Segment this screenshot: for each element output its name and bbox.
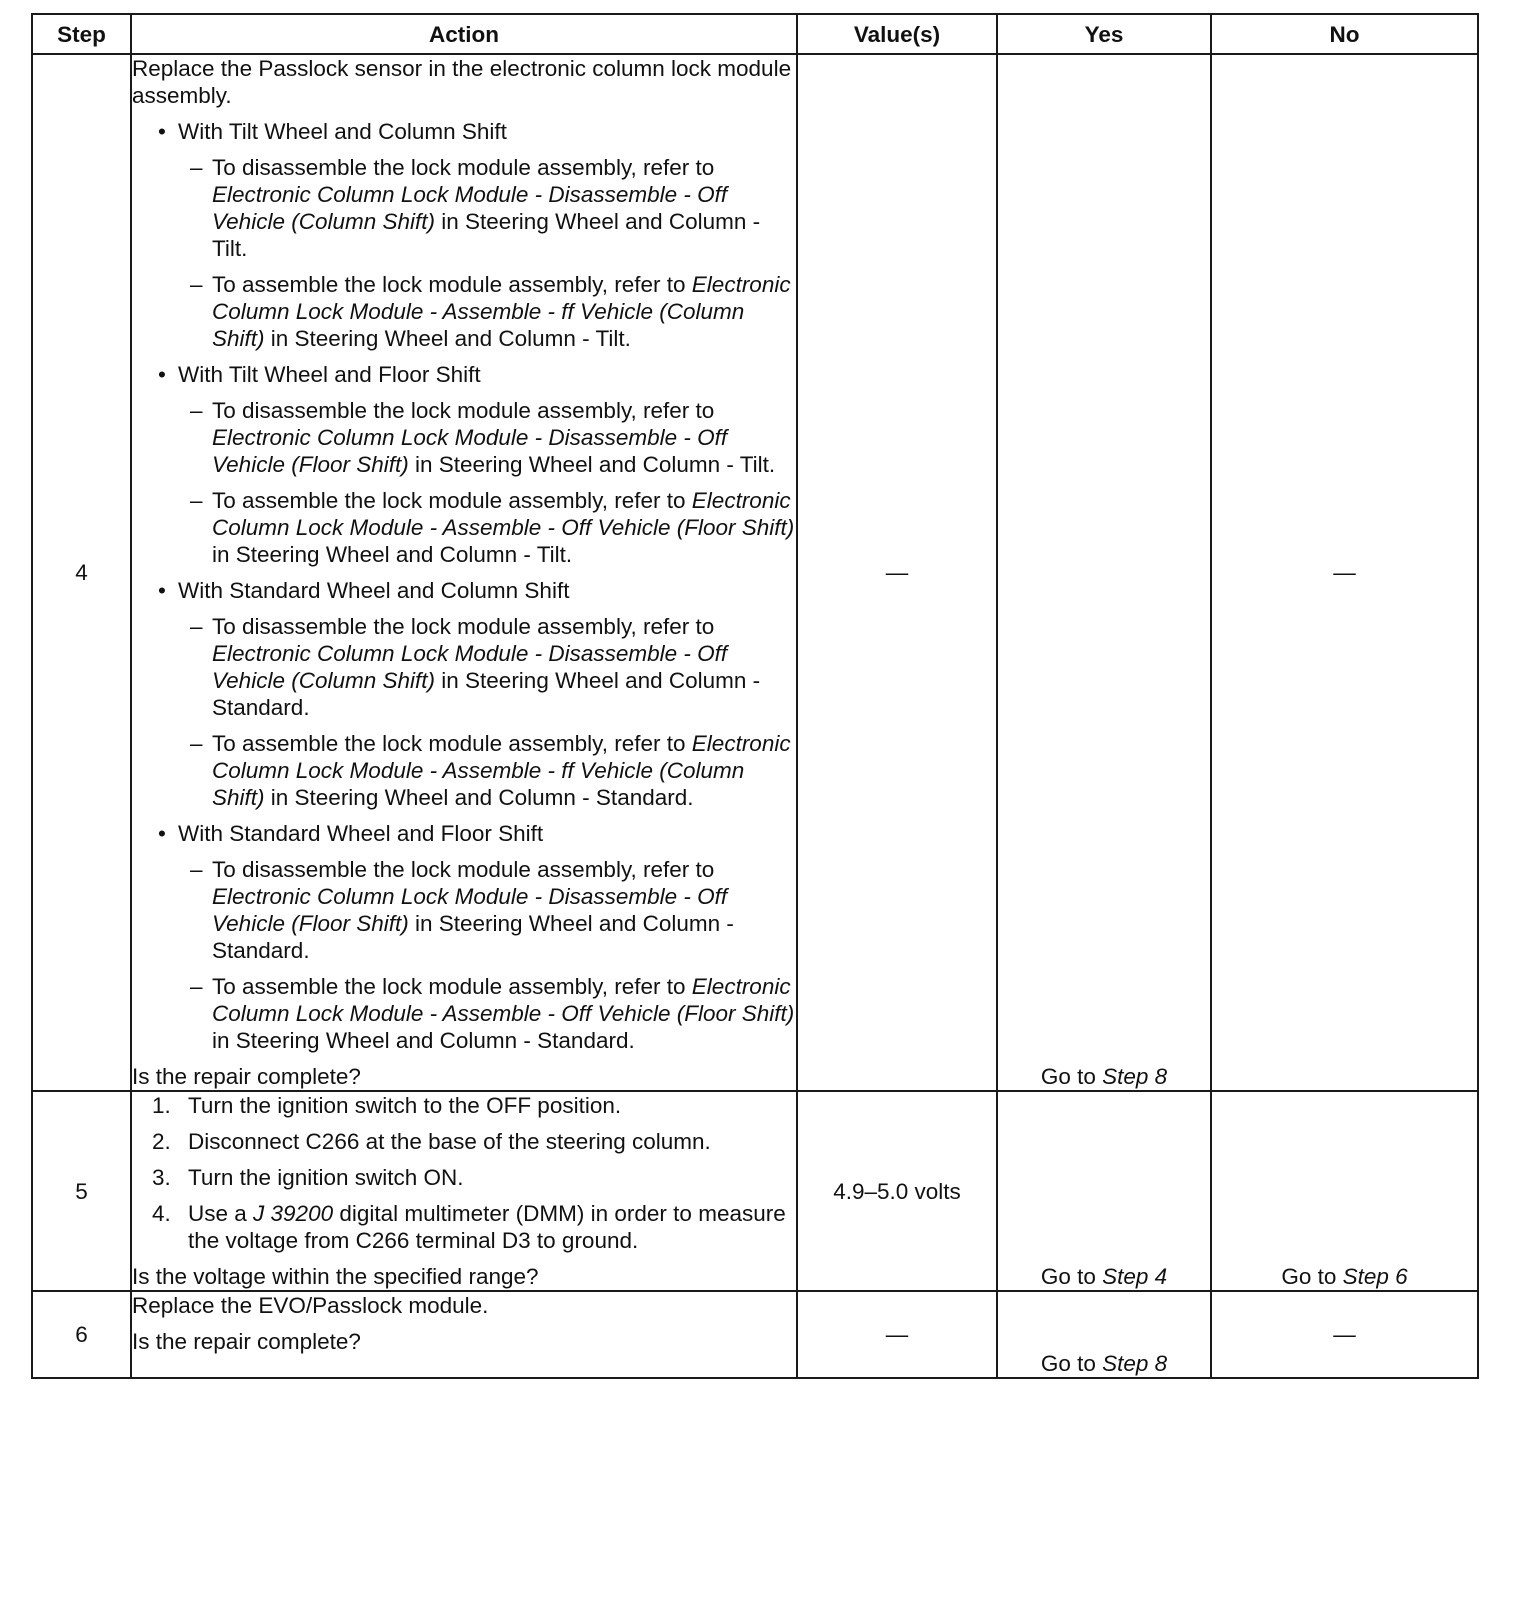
sub-item [132,397,796,478]
action-cell [131,54,797,1091]
sub-item-text: in Steering Wheel and Column - Tilt. [212,209,761,261]
item-text: Use a [188,1201,254,1226]
bullet-item [132,118,796,145]
manual-reference: Electronic Column Lock Module - Disassemble - Off Vehicle (Column Shift) [212,641,728,693]
sub-item [132,154,796,262]
step-reference: Step 8 [1102,1351,1168,1376]
header-values: Value(s) [797,14,997,54]
action-question: Is the voltage within the specified range? [132,1264,539,1289]
step-reference: Step 4 [1102,1264,1168,1289]
goto-text: Go to [1040,1064,1103,1089]
sub-item [132,271,796,352]
step-number: 5 [32,1091,131,1291]
value-cell: — [797,1291,997,1378]
manual-reference: Electronic Column Lock Module - Assemble - Off Vehicle (Floor Shift) [212,974,795,1026]
bullet-item [132,820,796,847]
header-no: No [1211,14,1478,54]
step-reference: Step 8 [1102,1064,1168,1089]
no-cell [1211,1091,1478,1291]
goto-text: Go to [1281,1264,1343,1289]
action-question: Is the repair complete? [132,1329,361,1354]
dash-icon: – [190,974,203,999]
dash-icon: – [190,857,203,882]
manual-reference: Electronic Column Lock Module - Disassemble - Off Vehicle (Column Shift) [212,182,728,234]
step-reference: Step 6 [1342,1264,1408,1289]
step-number: 6 [32,1291,131,1378]
bullet-icon: • [158,362,166,387]
table-row-step-4 [32,54,1478,1091]
sub-item-text: To disassemble the lock module assembly, refer to [212,398,715,423]
header-action: Action [131,14,797,54]
sub-item-text: in Steering Wheel and Column - Tilt. [264,326,631,351]
dash-icon: – [190,272,203,297]
dash-icon: – [190,398,203,423]
numbered-item [132,1200,796,1254]
bullet-item [132,361,796,388]
sub-item [132,973,796,1054]
no-cell: — [1211,54,1478,1091]
yes-cell [997,1091,1211,1291]
table-row-step-6 [32,1291,1478,1378]
header-yes: Yes [997,14,1211,54]
sub-item [132,730,796,811]
item-text: Turn the ignition switch ON. [188,1165,464,1190]
bullet-icon: • [158,119,166,144]
yes-cell [997,1291,1211,1378]
sub-item-text: in Steering Wheel and Column - Tilt. [212,542,573,567]
dash-icon: – [190,731,203,756]
dash-icon: – [190,488,203,513]
yes-cell [997,54,1211,1091]
sub-item-text: in Steering Wheel and Column - Tilt. [408,452,776,477]
item-number: 4. [152,1201,171,1226]
bullet-label: With Tilt Wheel and Column Shift [178,119,507,144]
sub-item [132,487,796,568]
item-text: Turn the ignition switch to the OFF position. [188,1093,622,1118]
sub-item-text: in Steering Wheel and Column - Standard. [212,668,761,720]
item-text: Disconnect C266 at the base of the steering column. [188,1129,711,1154]
sub-item-text: in Steering Wheel and Column - Standard. [212,1028,635,1053]
item-number: 3. [152,1165,171,1190]
numbered-item [132,1092,796,1119]
bullet-label: With Standard Wheel and Floor Shift [178,821,544,846]
action-question: Is the repair complete? [132,1064,361,1089]
sub-item-text: To assemble the lock module assembly, refer to [212,731,692,756]
sub-item-text: in Steering Wheel and Column - Standard. [212,911,734,963]
action-intro: Replace the EVO/Passlock module. [132,1293,489,1318]
procedure-table [31,13,1479,1379]
numbered-item [132,1164,796,1191]
header-row [32,14,1478,54]
goto-text: Go to [1040,1264,1103,1289]
bullet-icon: • [158,578,166,603]
item-text: digital multimeter (DMM) in order to measure the voltage from C266 terminal D3 to ground. [188,1201,786,1253]
bullet-item [132,577,796,604]
action-cell [131,1291,797,1378]
bullet-label: With Standard Wheel and Column Shift [178,578,570,603]
sub-item [132,613,796,721]
value-cell: 4.9–5.0 volts [797,1091,997,1291]
manual-reference: Electronic Column Lock Module - Assemble - ff Vehicle (Column Shift) [212,272,791,351]
dash-icon: – [190,614,203,639]
manual-reference: Electronic Column Lock Module - Assemble - Off Vehicle (Floor Shift) [212,488,795,540]
bullet-icon: • [158,821,166,846]
manual-reference: Electronic Column Lock Module - Assemble - ff Vehicle (Column Shift) [212,731,791,810]
header-step: Step [32,14,131,54]
step-number: 4 [32,54,131,1091]
sub-item-text: To assemble the lock module assembly, refer to [212,974,692,999]
no-cell: — [1211,1291,1478,1378]
item-number: 2. [152,1129,171,1154]
manual-reference: Electronic Column Lock Module - Disassemble - Off Vehicle (Floor Shift) [212,884,728,936]
sub-item [132,856,796,964]
sub-item-text: To disassemble the lock module assembly, refer to [212,614,715,639]
sub-item-text: To assemble the lock module assembly, refer to [212,272,692,297]
item-number: 1. [152,1093,171,1118]
goto-text: Go to [1040,1351,1103,1376]
sub-item-text: To disassemble the lock module assembly, refer to [212,857,715,882]
table-row-step-5 [32,1091,1478,1291]
sub-item-text: in Steering Wheel and Column - Standard. [264,785,694,810]
numbered-item [132,1128,796,1155]
manual-reference: Electronic Column Lock Module - Disassemble - Off Vehicle (Floor Shift) [212,425,728,477]
dash-icon: – [190,155,203,180]
sub-item-text: To disassemble the lock module assembly, refer to [212,155,715,180]
bullet-label: With Tilt Wheel and Floor Shift [178,362,481,387]
action-intro: Replace the Passlock sensor in the electronic column lock module assembly. [132,56,792,108]
action-cell [131,1091,797,1291]
tool-reference: J 39200 [253,1201,334,1226]
sub-item-text: To assemble the lock module assembly, refer to [212,488,692,513]
value-cell: — [797,54,997,1091]
